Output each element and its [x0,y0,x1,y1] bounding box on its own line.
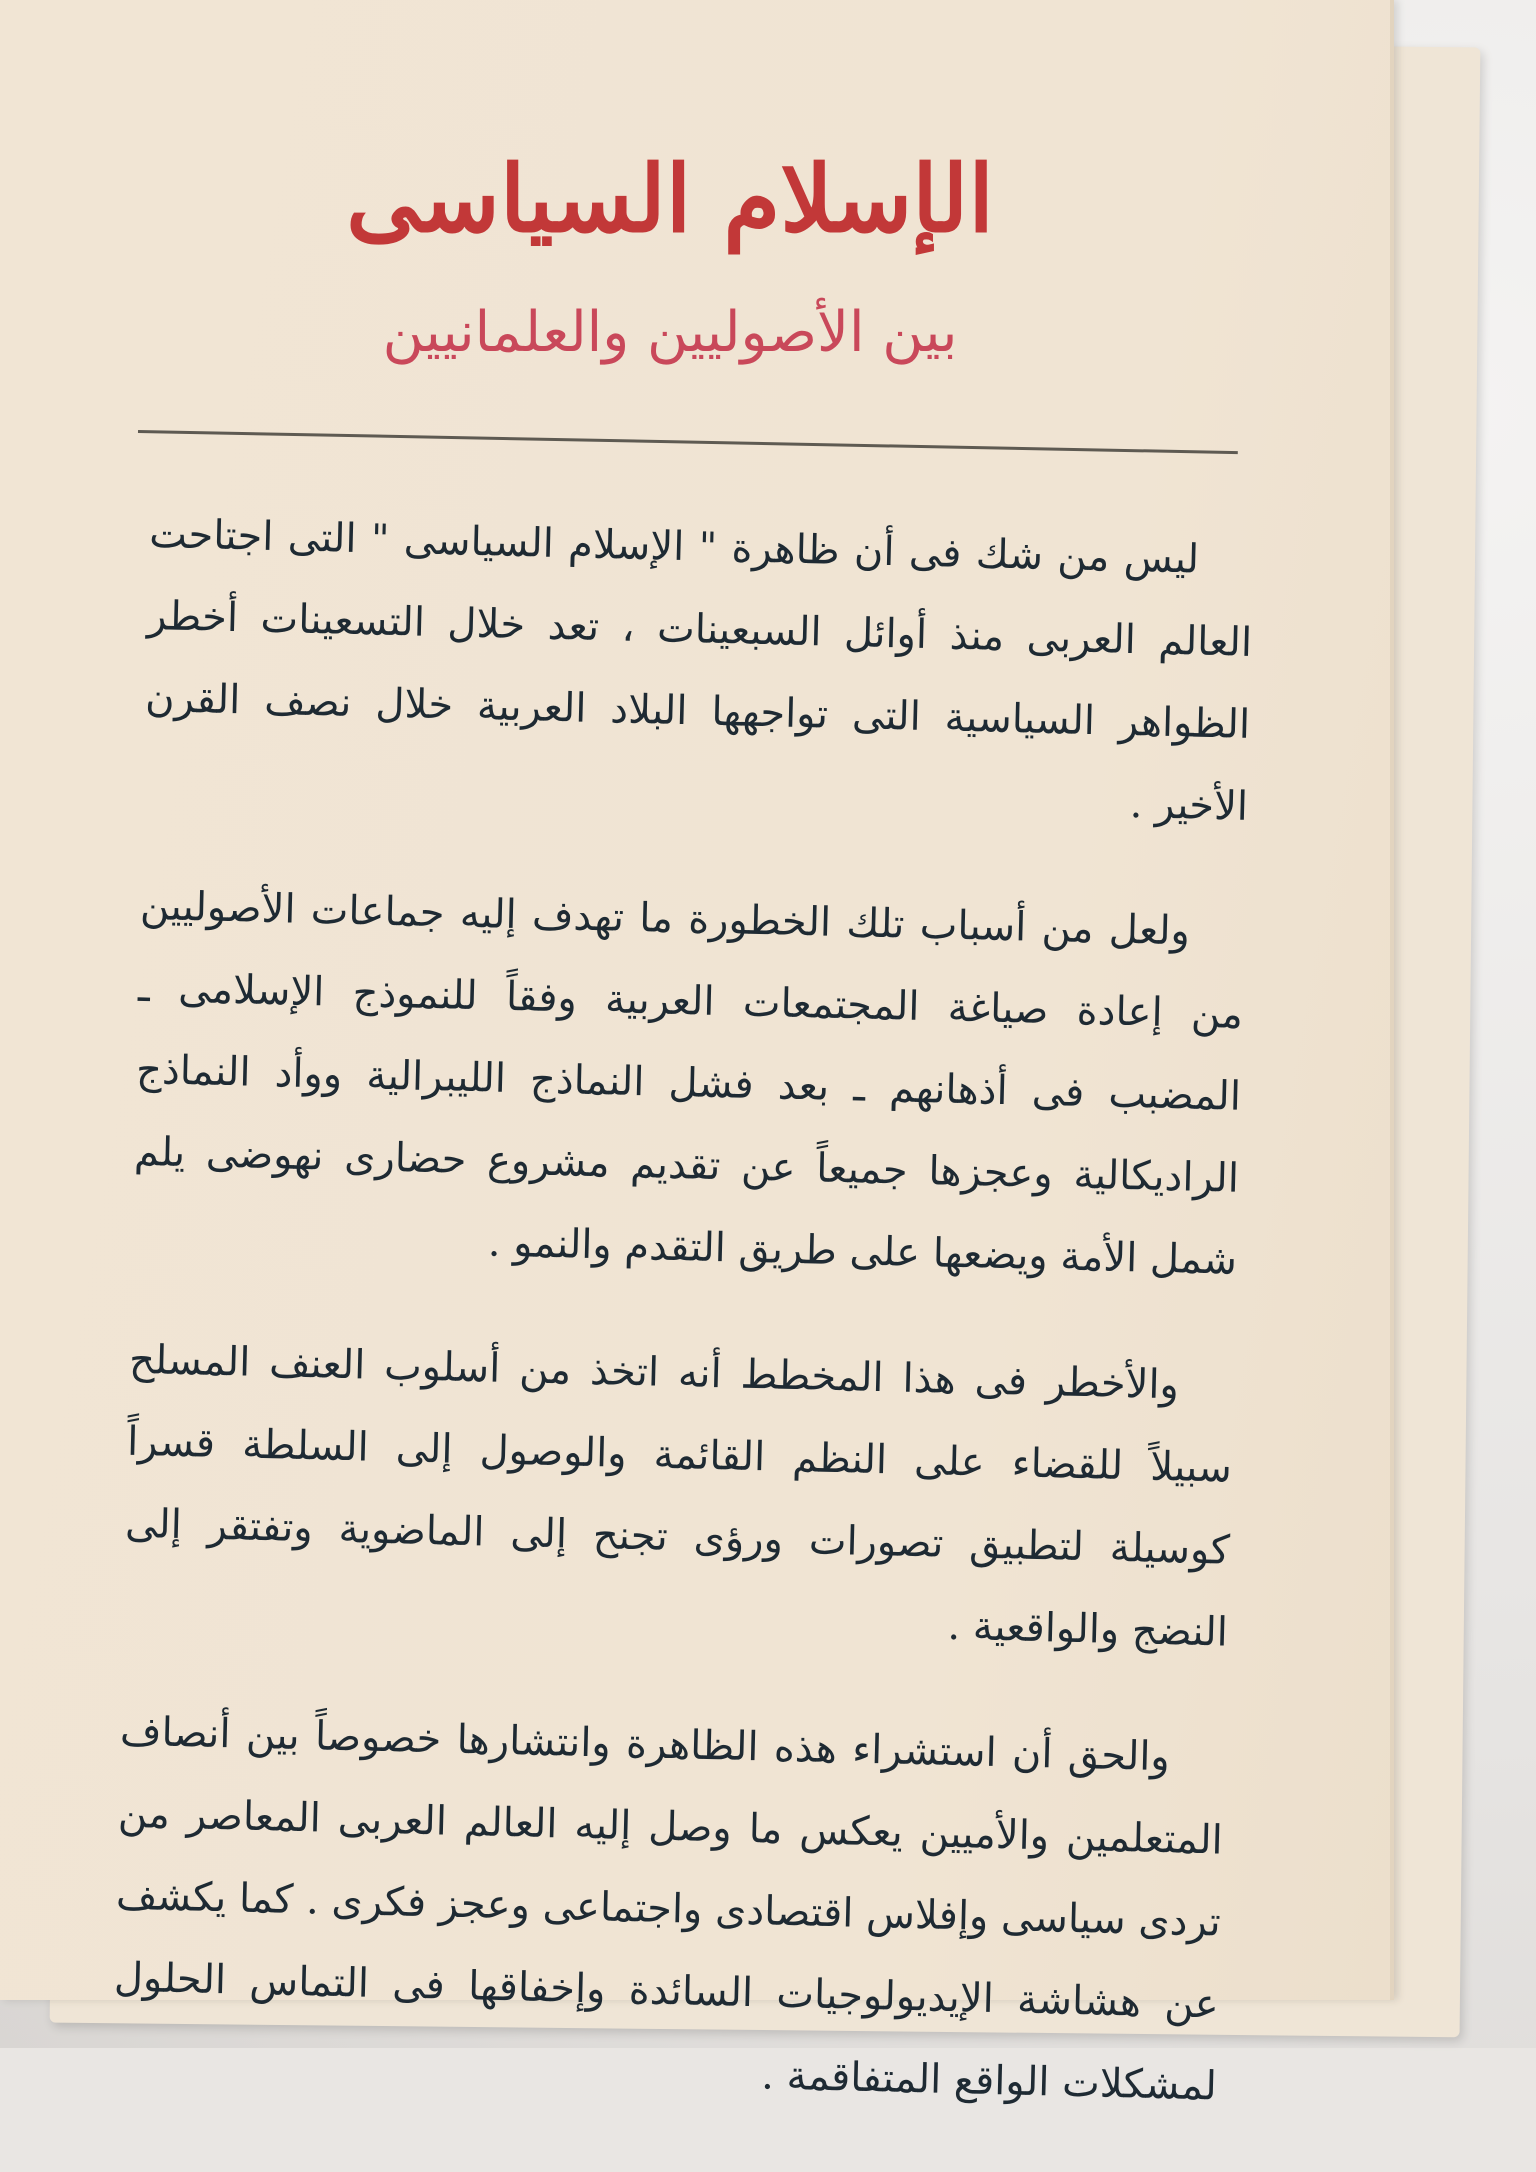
title-divider [138,430,1238,454]
book-subtitle: بين الأصوليين والعلمانيين [382,300,958,365]
blurb-text [110,493,1255,2172]
paragraph-2: ولعل من أسباب تلك الخطورة ما تهدف إليه جماعات الأصوليين من إعادة صياغة المجتمعات العربية وفقاً للنموذج الإسلامى ـ المضبب فى أذهانهم ـ بعد فشل النماذج الليبرالية ووأد النماذج الراديكالية وعجزها جميعاً عن تقديم مشروع حضارى نهوضى يلم شمل الأمة ويضعها على طريق التقدم والنمو . [133,882,1244,1284]
paragraph-3: والأخطر فى هذا المخطط أنه اتخذ من أسلوب العنف المسلح سبيلاً للقضاء على النظم القائمة والوصول إلى السلطة قسراً كوسيلة لتطبيق تصورات ورؤى تجنح إلى الماضوية وتفتقر إلى النضج والواقعية . [124,1336,1233,1656]
book-title: الإسلام السياسى [346,145,994,253]
paragraph-4: والحق أن استشراء هذه الظاهرة وانتشارها خصوصاً بين أنصاف المتعلمين والأميين يعكس ما وصل إليه العالم العربى المعاصر من تردى سياسى وإفلاس اقتصادى واجتماعى وعجز فكرى . كما يكشف عن هشاشة الإيديولوجيات السائدة وإخفاقها فى التماس الحلول لمشكلات الواقع المتفاقمة . [113,1708,1224,2110]
paragraph-1: ليس من شك فى أن ظاهرة " الإسلام السياسى " التى اجتاحت العالم العربى منذ أوائل السبعينات ، تعد خلال التسعينات أخطر الظواهر السياسية التى تواجهها البلاد العربية خلال نصف القرن الأخير . [144,510,1253,830]
